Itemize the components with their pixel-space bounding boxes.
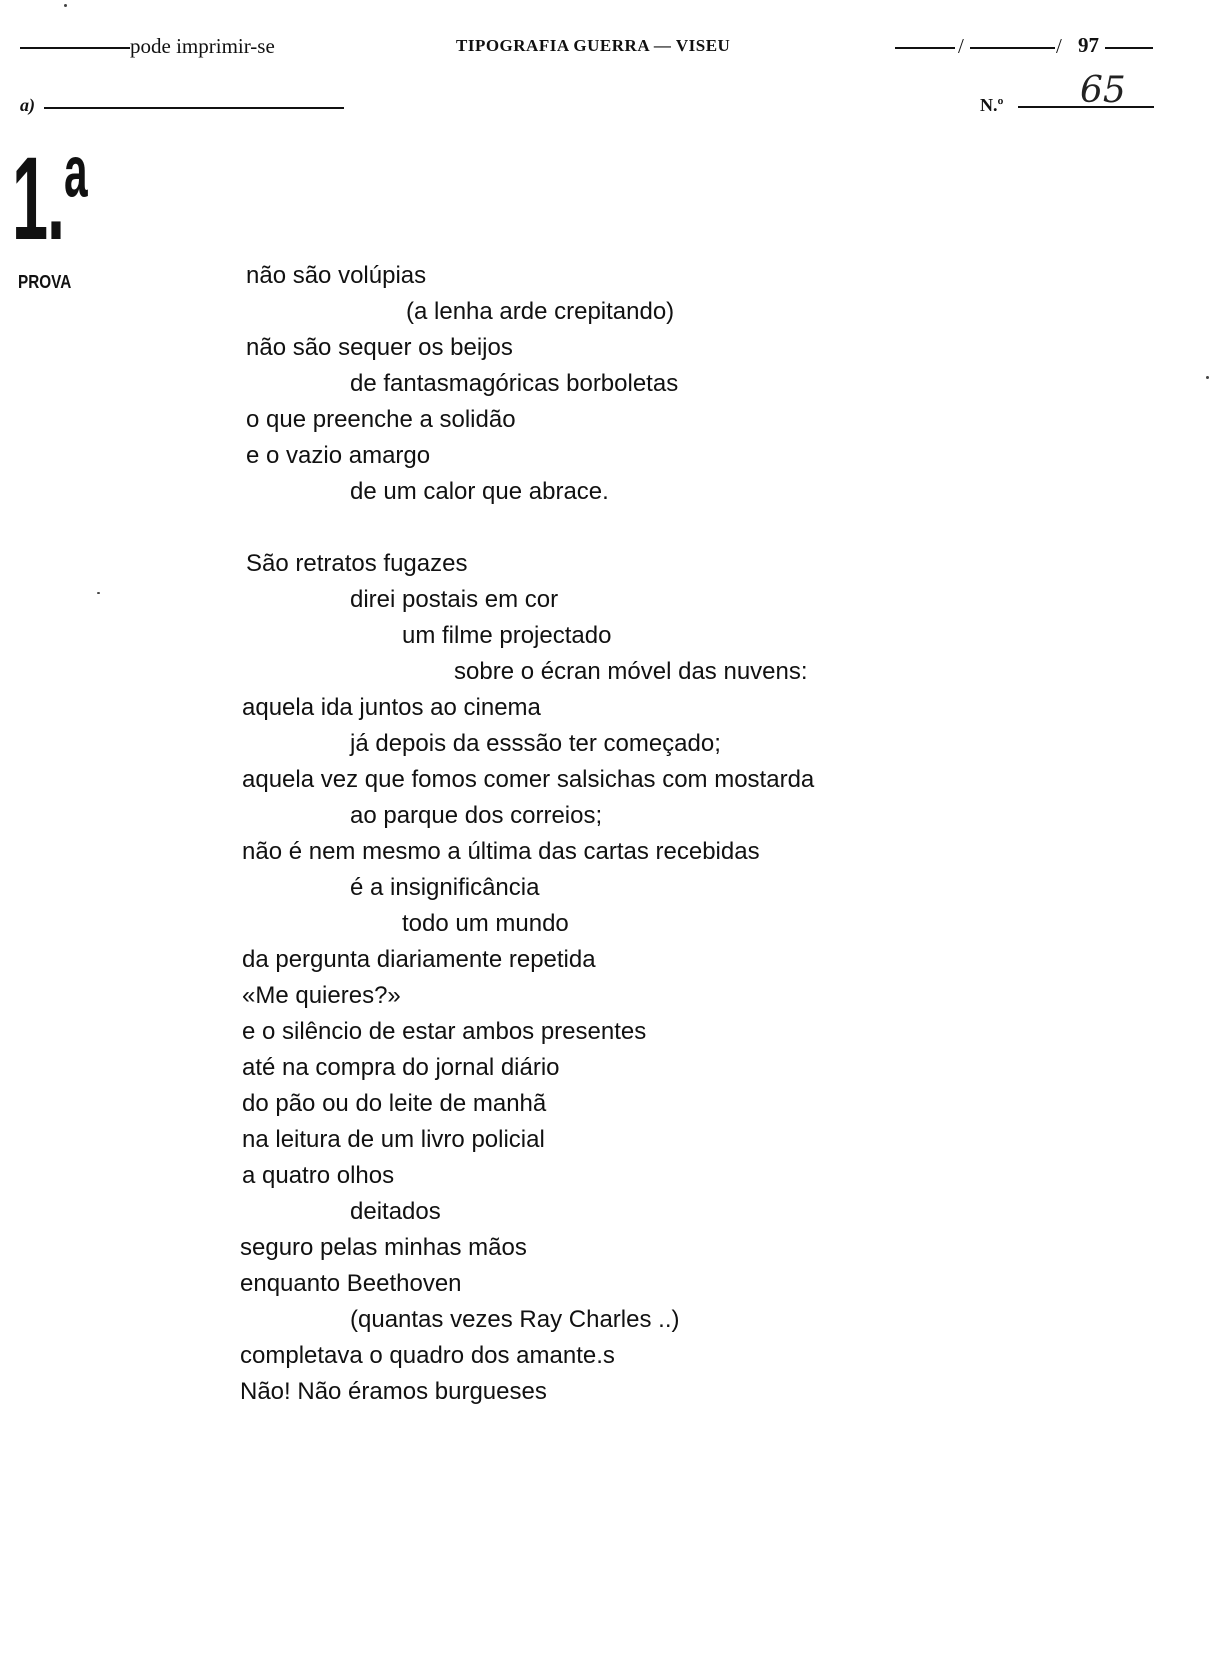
poem-line: todo um mundo [402,910,569,937]
proof-label: PROVA [18,272,72,292]
header-date-day-rule [895,47,955,49]
poem-line: completava o quadro dos amante.s [240,1342,615,1369]
signature-rule [44,107,344,109]
poem-body [240,258,1146,1410]
poem-line: Não! Não éramos burgueses [240,1378,547,1405]
poem-line: aquela ida juntos ao cinema [242,694,541,721]
poem-line: de um calor que abrace. [350,478,609,505]
proof-number: 1.ª [12,133,87,265]
stanza-2 [240,546,1146,1410]
poem-line: já depois da esssão ter começado; [350,730,721,757]
poem-line: São retratos fugazes [246,550,468,577]
poem-line: a quatro olhos [242,1162,395,1189]
stanza-break [246,510,1146,546]
header-date-month-rule [970,47,1055,49]
poem-line: direi postais em cor [350,586,559,613]
poem-line: deitados [350,1198,441,1225]
poem-line: de fantasmagóricas borboletas [350,370,679,397]
handwritten-number: 65 [1080,70,1126,111]
poem-line: da pergunta diariamente repetida [242,946,596,973]
print-speck [1206,376,1209,379]
poem-line: até na compra do jornal diário [242,1054,560,1081]
poem-line: do pão ou do leite de manhã [242,1090,547,1117]
poem-line: sobre o écran móvel das nuvens: [454,658,808,685]
print-speck [97,592,100,594]
poem-line: um filme projectado [402,622,612,649]
header-date-year-rule [1105,47,1153,49]
stanza-1 [246,258,1146,510]
poem-line: não é nem mesmo a última das cartas recebidas [242,838,760,865]
header-rule-left [20,47,130,49]
poem-line: seguro pelas minhas mãos [240,1234,527,1261]
poem-line: «Me quieres?» [242,982,401,1009]
poem-line: não são volúpias [246,262,427,289]
poem-line: na leitura de um livro policial [242,1126,545,1153]
signature-prefix: a) [20,95,35,115]
poem-line: o que preenche a solidão [246,406,516,433]
header-imprimatur-label: pode imprimir-se [130,34,275,58]
poem-line: e o vazio amargo [246,442,431,469]
poem-line: é a insignificância [350,874,540,901]
poem-line: (a lenha arde crepitando) [406,298,675,325]
number-label: N.º [980,95,1004,115]
poem-line: ao parque dos correios; [350,802,603,829]
header-printer-name: TIPOGRAFIA GUERRA — VISEU [456,36,731,55]
poem-line: não são sequer os beijos [246,334,513,361]
poem-line: aquela vez que fomos comer salsichas com mostarda [242,766,815,793]
print-speck [64,4,67,7]
header-date-separator-1: / [958,34,964,58]
poem-line: (quantas vezes Ray Charles ..) [350,1306,680,1333]
header-date-separator-2: / [1056,34,1062,58]
poem-line: enquanto Beethoven [240,1270,462,1297]
poem-line: e o silêncio de estar ambos presentes [242,1018,647,1045]
header-date-year: 97 [1078,33,1099,57]
